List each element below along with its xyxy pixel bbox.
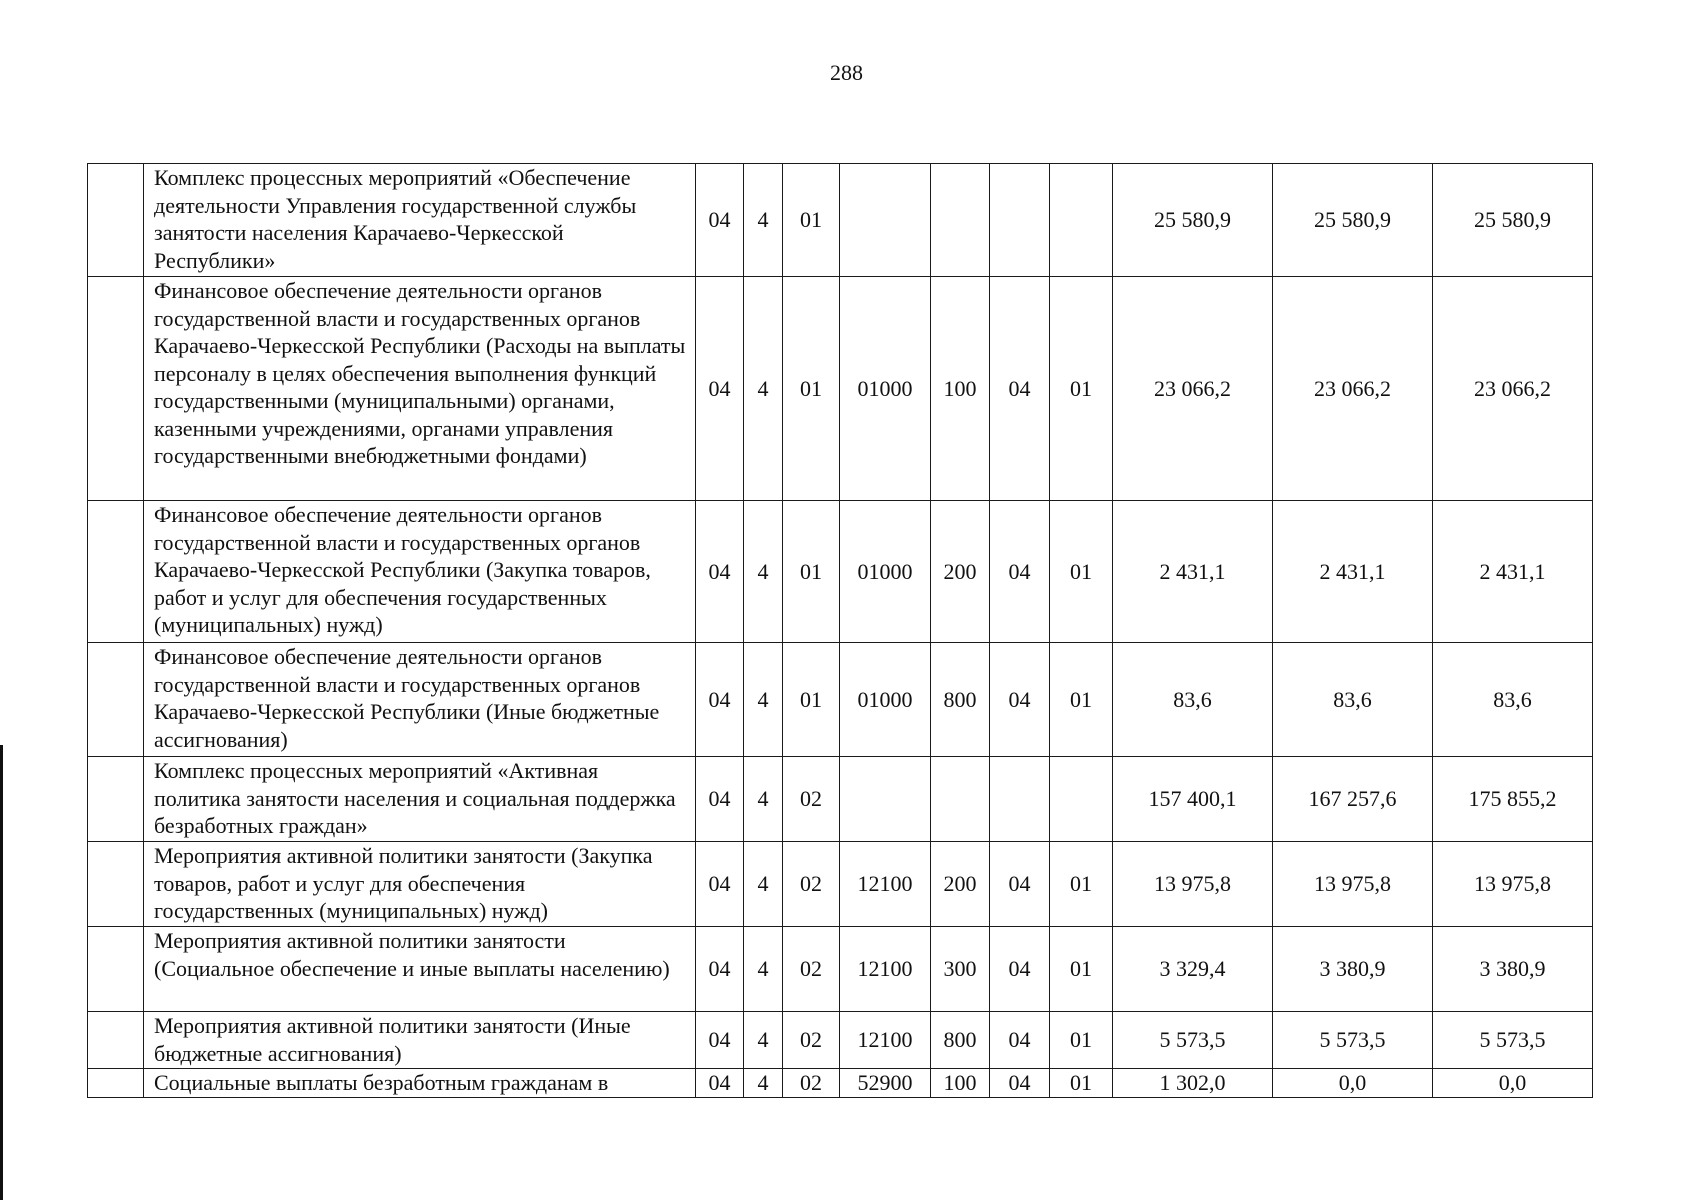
amount-cell: 23 066,2 bbox=[1433, 277, 1593, 501]
code-cell: 4 bbox=[744, 842, 783, 927]
code-cell bbox=[840, 164, 931, 277]
amount-cell: 13 975,8 bbox=[1113, 842, 1273, 927]
amount-cell: 175 855,2 bbox=[1433, 757, 1593, 842]
row-description: Комплекс процессных мероприятий «Активная политика занятости населения и социальная поддержка безработных граждан» bbox=[144, 757, 696, 842]
code-cell: 01 bbox=[1050, 277, 1113, 501]
table-row bbox=[88, 842, 1593, 927]
amount-cell: 23 066,2 bbox=[1273, 277, 1433, 501]
scan-edge-mark bbox=[0, 745, 3, 1200]
code-cell: 01 bbox=[1050, 927, 1113, 1012]
row-index-cell bbox=[88, 1069, 144, 1098]
amount-cell: 157 400,1 bbox=[1113, 757, 1273, 842]
code-cell: 300 bbox=[931, 927, 990, 1012]
amount-cell: 167 257,6 bbox=[1273, 757, 1433, 842]
amount-cell: 3 380,9 bbox=[1273, 927, 1433, 1012]
code-cell: 01000 bbox=[840, 501, 931, 643]
amount-cell: 2 431,1 bbox=[1113, 501, 1273, 643]
code-cell: 04 bbox=[990, 501, 1050, 643]
amount-cell: 0,0 bbox=[1433, 1069, 1593, 1098]
code-cell: 04 bbox=[990, 1069, 1050, 1098]
amount-cell: 5 573,5 bbox=[1113, 1012, 1273, 1069]
amount-cell: 3 380,9 bbox=[1433, 927, 1593, 1012]
code-cell: 12100 bbox=[840, 1012, 931, 1069]
code-cell: 100 bbox=[931, 1069, 990, 1098]
row-description: Мероприятия активной политики занятости (Закупка товаров, работ и услуг для обеспечения государственных (муниципальных) нужд) bbox=[144, 842, 696, 927]
amount-cell: 2 431,1 bbox=[1273, 501, 1433, 643]
code-cell: 04 bbox=[990, 643, 1050, 757]
code-cell: 4 bbox=[744, 1012, 783, 1069]
code-cell: 02 bbox=[783, 927, 840, 1012]
code-cell: 02 bbox=[783, 842, 840, 927]
code-cell: 04 bbox=[990, 1012, 1050, 1069]
code-cell: 12100 bbox=[840, 842, 931, 927]
table-row bbox=[88, 757, 1593, 842]
amount-cell: 83,6 bbox=[1113, 643, 1273, 757]
code-cell bbox=[931, 164, 990, 277]
row-description: Финансовое обеспечение деятельности органов государственной власти и государственных органов Карачаево-Черкесской Республики (Расходы на выплаты персоналу в целях обеспечения выполнения функций государственными (муниципальными) органами, казенными учреждениями, органами управления государственными внебюджетными фондами) bbox=[144, 277, 696, 501]
amount-cell: 25 580,9 bbox=[1113, 164, 1273, 277]
code-cell: 01000 bbox=[840, 643, 931, 757]
code-cell: 800 bbox=[931, 643, 990, 757]
code-cell bbox=[990, 164, 1050, 277]
code-cell: 01 bbox=[783, 277, 840, 501]
code-cell: 01 bbox=[1050, 1012, 1113, 1069]
amount-cell: 5 573,5 bbox=[1273, 1012, 1433, 1069]
table-row bbox=[88, 1069, 1593, 1098]
amount-cell: 1 302,0 bbox=[1113, 1069, 1273, 1098]
table-row bbox=[88, 164, 1593, 277]
row-description: Комплекс процессных мероприятий «Обеспечение деятельности Управления государственной службы занятости населения Карачаево-Черкесской Республики» bbox=[144, 164, 696, 277]
code-cell: 04 bbox=[696, 501, 744, 643]
code-cell bbox=[840, 757, 931, 842]
row-description: Мероприятия активной политики занятости (Социальное обеспечение и иные выплаты населению) bbox=[144, 927, 696, 1012]
code-cell: 52900 bbox=[840, 1069, 931, 1098]
code-cell bbox=[990, 757, 1050, 842]
row-index-cell bbox=[88, 757, 144, 842]
code-cell: 04 bbox=[696, 643, 744, 757]
code-cell: 04 bbox=[696, 842, 744, 927]
row-index-cell bbox=[88, 643, 144, 757]
amount-cell: 83,6 bbox=[1273, 643, 1433, 757]
code-cell: 4 bbox=[744, 757, 783, 842]
code-cell: 200 bbox=[931, 842, 990, 927]
table-row bbox=[88, 1012, 1593, 1069]
code-cell: 02 bbox=[783, 757, 840, 842]
code-cell bbox=[1050, 164, 1113, 277]
row-description: Социальные выплаты безработным гражданам в bbox=[144, 1069, 696, 1098]
amount-cell: 25 580,9 bbox=[1433, 164, 1593, 277]
code-cell: 04 bbox=[696, 1012, 744, 1069]
row-description: Финансовое обеспечение деятельности органов государственной власти и государственных органов Карачаево-Черкесской Республики (Закупка товаров, работ и услуг для обеспечения государственных (муниципальных) нужд) bbox=[144, 501, 696, 643]
amount-cell: 23 066,2 bbox=[1113, 277, 1273, 501]
code-cell: 100 bbox=[931, 277, 990, 501]
table-row bbox=[88, 277, 1593, 501]
code-cell: 04 bbox=[696, 927, 744, 1012]
code-cell: 4 bbox=[744, 927, 783, 1012]
code-cell bbox=[931, 757, 990, 842]
table-row bbox=[88, 927, 1593, 1012]
code-cell: 200 bbox=[931, 501, 990, 643]
code-cell: 04 bbox=[990, 277, 1050, 501]
code-cell: 01 bbox=[1050, 643, 1113, 757]
code-cell: 04 bbox=[990, 927, 1050, 1012]
code-cell: 02 bbox=[783, 1012, 840, 1069]
code-cell: 04 bbox=[696, 277, 744, 501]
row-index-cell bbox=[88, 842, 144, 927]
amount-cell: 5 573,5 bbox=[1433, 1012, 1593, 1069]
row-description: Мероприятия активной политики занятости (Иные бюджетные ассигнования) bbox=[144, 1012, 696, 1069]
amount-cell: 2 431,1 bbox=[1433, 501, 1593, 643]
amount-cell: 83,6 bbox=[1433, 643, 1593, 757]
code-cell: 4 bbox=[744, 277, 783, 501]
code-cell: 01 bbox=[783, 501, 840, 643]
code-cell: 01 bbox=[1050, 842, 1113, 927]
code-cell: 02 bbox=[783, 1069, 840, 1098]
code-cell: 01000 bbox=[840, 277, 931, 501]
code-cell: 04 bbox=[696, 757, 744, 842]
amount-cell: 13 975,8 bbox=[1433, 842, 1593, 927]
code-cell: 4 bbox=[744, 164, 783, 277]
page-number: 288 bbox=[830, 60, 863, 85]
row-index-cell bbox=[88, 277, 144, 501]
code-cell: 4 bbox=[744, 501, 783, 643]
code-cell: 12100 bbox=[840, 927, 931, 1012]
table-row bbox=[88, 643, 1593, 757]
table-row bbox=[88, 501, 1593, 643]
amount-cell: 13 975,8 bbox=[1273, 842, 1433, 927]
row-index-cell bbox=[88, 501, 144, 643]
code-cell: 04 bbox=[990, 842, 1050, 927]
row-index-cell bbox=[88, 164, 144, 277]
row-description: Финансовое обеспечение деятельности органов государственной власти и государственных органов Карачаево-Черкесской Республики (Иные бюджетные ассигнования) bbox=[144, 643, 696, 757]
amount-cell: 0,0 bbox=[1273, 1069, 1433, 1098]
code-cell: 4 bbox=[744, 643, 783, 757]
row-index-cell bbox=[88, 1012, 144, 1069]
row-index-cell bbox=[88, 927, 144, 1012]
code-cell: 01 bbox=[1050, 1069, 1113, 1098]
code-cell: 4 bbox=[744, 1069, 783, 1098]
amount-cell: 3 329,4 bbox=[1113, 927, 1273, 1012]
code-cell: 01 bbox=[783, 643, 840, 757]
amount-cell: 25 580,9 bbox=[1273, 164, 1433, 277]
code-cell: 800 bbox=[931, 1012, 990, 1069]
code-cell: 04 bbox=[696, 164, 744, 277]
budget-table bbox=[87, 163, 1593, 1098]
code-cell: 01 bbox=[783, 164, 840, 277]
code-cell: 01 bbox=[1050, 501, 1113, 643]
code-cell bbox=[1050, 757, 1113, 842]
code-cell: 04 bbox=[696, 1069, 744, 1098]
